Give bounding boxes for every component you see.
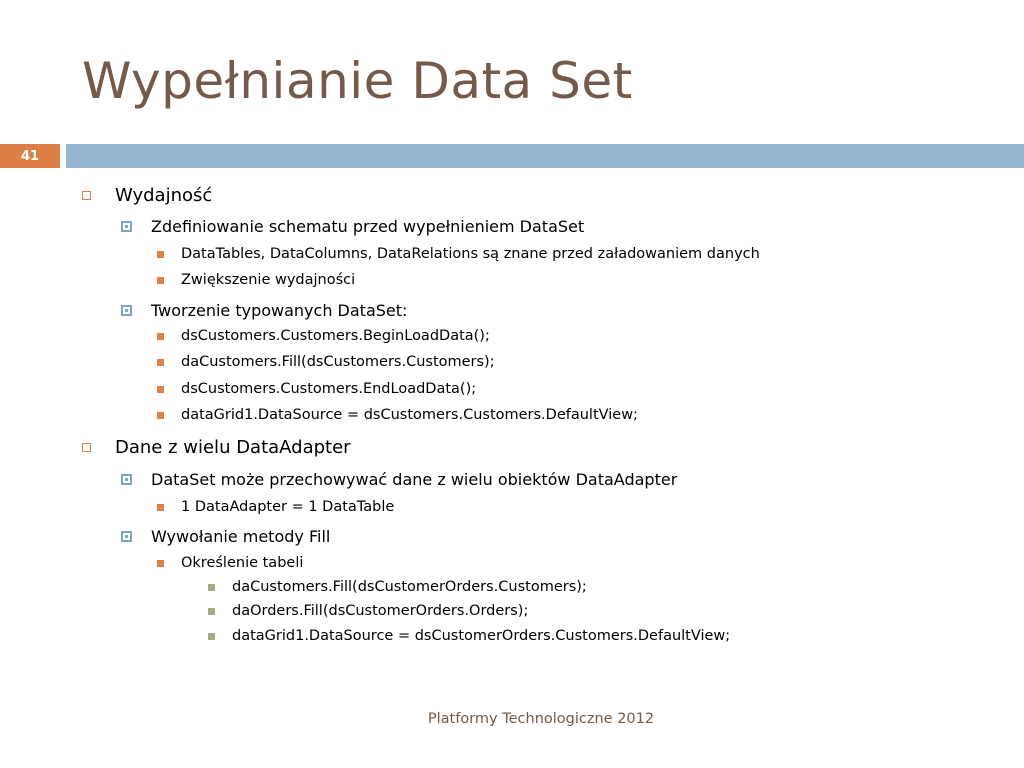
bullet-item	[157, 496, 394, 518]
filled-square-bullet-icon	[157, 359, 164, 366]
bullet-text: dataGrid1.DataSource = dsCustomerOrders.Customers.DefaultView;	[232, 628, 731, 644]
bullet-item	[157, 378, 476, 400]
bullet-item	[82, 434, 351, 460]
bullet-text: Zdefiniowanie schematu przed wypełnieniem DataSet	[151, 216, 585, 236]
square-bullet-icon	[121, 531, 132, 542]
filled-square-bullet-icon	[157, 333, 164, 340]
bullet-item	[157, 552, 303, 574]
bullet-text: dataGrid1.DataSource = dsCustomers.Customers.DefaultView;	[181, 407, 638, 423]
bullet-item	[157, 325, 490, 347]
bullet-text: Tworzenie typowanych DataSet:	[151, 300, 408, 320]
bullet-item	[208, 625, 730, 647]
bullet-text: Zwiększenie wydajności	[181, 272, 356, 288]
bullet-item	[157, 269, 355, 291]
filled-square-bullet-icon	[157, 560, 164, 567]
bullet-item	[121, 214, 584, 238]
filled-square-bullet-icon	[157, 412, 164, 419]
bullet-item	[208, 600, 528, 622]
slide-number: 41	[0, 144, 60, 168]
bullet-text: DataTables, DataColumns, DataRelations są znane przed załadowaniem danych	[181, 246, 760, 262]
square-bullet-icon	[121, 221, 132, 232]
filled-square-bullet-icon	[208, 608, 215, 615]
bullet-text: Określenie tabeli	[181, 555, 304, 571]
slide-footer: Platformy Technologiczne 2012	[427, 711, 655, 727]
bullet-item	[121, 524, 330, 548]
filled-square-bullet-icon	[157, 504, 164, 511]
hollow-square-bullet-icon	[82, 191, 91, 200]
bullet-item	[157, 351, 495, 373]
square-bullet-icon	[121, 305, 132, 316]
bullet-item	[121, 298, 407, 322]
bullet-text: daCustomers.Fill(dsCustomers.Customers);	[181, 354, 495, 370]
square-bullet-icon	[121, 474, 132, 485]
bullet-item	[121, 467, 677, 491]
bullet-text: dsCustomers.Customers.EndLoadData();	[181, 381, 477, 397]
bullet-text: dsCustomers.Customers.BeginLoadData();	[181, 328, 490, 344]
bullet-text: daCustomers.Fill(dsCustomerOrders.Customers);	[232, 579, 587, 595]
bullet-text: Dane z wielu DataAdapter	[115, 436, 351, 458]
slide-title: Wypełnianie Data Set	[82, 52, 633, 110]
bullet-text: Wydajność	[115, 184, 213, 206]
filled-square-bullet-icon	[208, 584, 215, 591]
bullet-text: daOrders.Fill(dsCustomerOrders.Orders);	[232, 603, 529, 619]
bullet-text: DataSet może przechowywać dane z wielu obiektów DataAdapter	[151, 469, 678, 489]
bullet-item	[157, 404, 638, 426]
hollow-square-bullet-icon	[82, 443, 91, 452]
bullet-item	[208, 576, 587, 598]
bullet-text: Wywołanie metody Fill	[151, 526, 331, 546]
filled-square-bullet-icon	[157, 277, 164, 284]
filled-square-bullet-icon	[157, 251, 164, 258]
filled-square-bullet-icon	[157, 386, 164, 393]
bullet-item	[157, 243, 760, 265]
bullet-text: 1 DataAdapter = 1 DataTable	[181, 499, 395, 515]
bullet-item	[82, 182, 212, 208]
filled-square-bullet-icon	[208, 633, 215, 640]
